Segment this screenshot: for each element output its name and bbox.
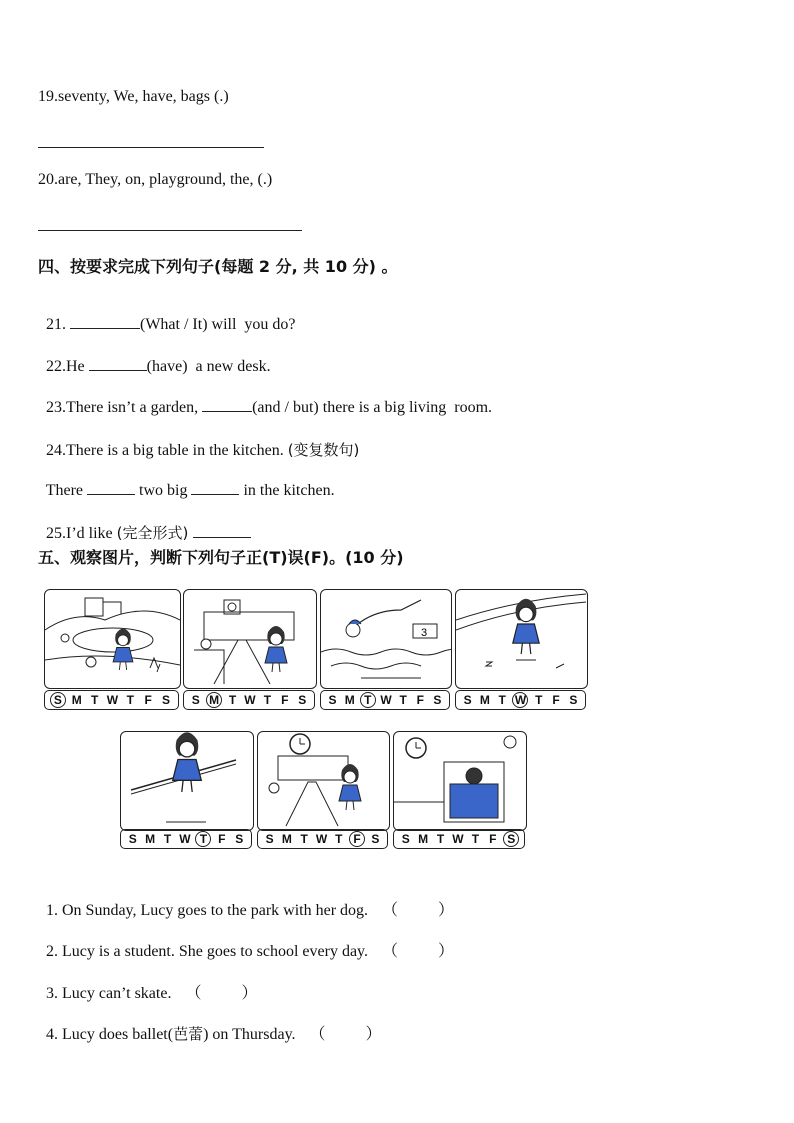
weekday-letter: M <box>418 832 429 846</box>
weekday-letter: S <box>161 693 170 707</box>
weekday-letter: W <box>244 693 256 707</box>
picture-panel-school-monday <box>183 589 317 689</box>
statement-1-text: 1. On Sunday, Lucy goes to the park with her dog. <box>46 902 369 919</box>
weekday-letter: W <box>315 832 328 846</box>
question-24-text: 24.There is a big table in the kitchen. <box>46 442 284 459</box>
question-22 <box>38 338 271 376</box>
paren-close-1: ） <box>438 902 455 919</box>
weekday-strip <box>455 690 586 710</box>
weekday-letter: S <box>265 832 274 846</box>
weekday-strip <box>393 829 525 849</box>
weekday-letter: T <box>90 693 99 707</box>
paren-close-4: ） <box>365 1026 382 1043</box>
statement-4-text-b: ) on Thursday. <box>203 1026 296 1043</box>
question-25-instruction: (完全形式) <box>116 524 194 542</box>
weekday-letter: F <box>552 693 560 707</box>
weekday-letter: M <box>71 693 82 707</box>
weekday-letter: T <box>535 693 543 707</box>
weekday-letter: T <box>399 693 407 707</box>
paren-close-3: ） <box>241 985 258 1002</box>
weekday-letter: T <box>228 693 237 707</box>
weekday-letter: W <box>179 832 191 846</box>
section-5-heading: 五、观察图片，判断下列句子正(T)误(F)。(10 分) <box>38 548 404 567</box>
question-23-prefix: 23.There isn’t a garden, <box>46 399 203 416</box>
picture-panel-ballet <box>120 731 254 831</box>
question-23 <box>38 379 492 417</box>
blank-25[interactable] <box>193 523 251 538</box>
blank-21[interactable] <box>70 314 140 329</box>
paren-open-1: （ <box>382 902 399 919</box>
weekday-letter: T <box>436 832 445 846</box>
weekday-circled: T <box>360 692 376 708</box>
blank-23[interactable] <box>202 397 252 412</box>
question-22-text: (have) a new desk. <box>146 358 271 375</box>
paren-open-2: （ <box>382 943 399 960</box>
question-24 <box>38 421 359 460</box>
weekday-letter: F <box>281 693 289 707</box>
statement-2-text: 2. Lucy is a student. She goes to school every day. <box>46 943 369 960</box>
blank-22[interactable] <box>89 356 147 371</box>
weekday-letter: F <box>218 832 226 846</box>
weekday-letter: W <box>380 693 392 707</box>
weekday-letter: T <box>163 832 172 846</box>
weekday-letter: S <box>235 832 244 846</box>
weekday-letter: T <box>263 693 272 707</box>
weekday-letter: F <box>144 693 152 707</box>
weekday-circled: W <box>512 692 528 708</box>
weekday-strip <box>257 829 388 849</box>
question-21-text: (What / It) will you do? <box>140 316 296 333</box>
picture-panel-skating <box>455 589 588 689</box>
picture-panel-park-with-dog <box>44 589 181 689</box>
blank-24a[interactable] <box>87 480 135 495</box>
weekday-letter: S <box>569 693 578 707</box>
picture-panel-sleeping <box>393 731 527 831</box>
picture-panel-swimming <box>320 589 452 689</box>
question-25-prefix: 25.I’d like <box>46 525 117 542</box>
picture-panel-school-friday <box>257 731 390 831</box>
question-20: 20.are, They, on, playground, the, (.) <box>38 171 273 188</box>
weekday-letter: S <box>191 693 200 707</box>
svg-text:3: 3 <box>421 627 428 639</box>
weekday-strip <box>120 829 252 849</box>
statement-3-text: 3. Lucy can’t skate. <box>46 985 172 1002</box>
question-22-prefix: 22.He <box>46 358 89 375</box>
weekday-letter: T <box>126 693 134 707</box>
paren-open-4: （ <box>309 1026 326 1043</box>
blank-24b[interactable] <box>191 480 239 495</box>
question-24-answer <box>38 462 335 500</box>
statement-4-chinese: 芭蕾 <box>173 1025 204 1043</box>
weekday-letter: F <box>489 832 497 846</box>
weekday-circled: S <box>50 692 66 708</box>
question-23-text: (and / but) there is a big living room. <box>252 399 493 416</box>
question-25 <box>38 504 251 543</box>
weekday-letter: T <box>300 832 308 846</box>
weekday-letter: S <box>371 832 380 846</box>
statement-2 <box>38 920 454 961</box>
weekday-strip <box>44 690 179 710</box>
weekday-letter: M <box>281 832 292 846</box>
question-21-number: 21. <box>46 316 70 333</box>
weekday-letter: S <box>433 693 442 707</box>
question-21 <box>38 296 296 334</box>
weekday-letter: S <box>328 693 337 707</box>
answer-24-part-c: in the kitchen. <box>243 482 335 499</box>
statement-1 <box>38 879 454 920</box>
weekday-letter: S <box>298 693 307 707</box>
statement-4 <box>38 1003 382 1044</box>
question-24-instruction: (变复数句) <box>287 441 360 459</box>
weekday-circled: F <box>349 831 365 847</box>
question-19: 19.seventy, We, have, bags (.) <box>38 88 229 105</box>
weekday-strip <box>320 690 450 710</box>
answer-24-part-a: There <box>45 482 88 499</box>
weekday-strip <box>183 690 315 710</box>
weekday-letter: M <box>145 832 156 846</box>
answer-24-part-b: two big <box>139 482 192 499</box>
answer-line-20[interactable] <box>38 230 302 231</box>
weekday-letter: S <box>463 693 472 707</box>
weekday-letter: T <box>335 832 343 846</box>
paren-close-2: ） <box>438 943 455 960</box>
weekday-letter: T <box>471 832 480 846</box>
weekday-letter: T <box>498 693 506 707</box>
weekday-letter: M <box>344 693 355 707</box>
statement-4-text-a: 4. Lucy does ballet( <box>46 1026 174 1043</box>
weekday-letter: M <box>479 693 490 707</box>
weekday-letter: W <box>106 693 119 707</box>
weekday-circled: T <box>195 831 211 847</box>
answer-line-19[interactable] <box>38 147 264 148</box>
weekday-letter: S <box>128 832 137 846</box>
weekday-letter: W <box>452 832 464 846</box>
weekday-circled: M <box>206 692 222 708</box>
weekday-circled: S <box>503 831 519 847</box>
weekday-letter: S <box>401 832 410 846</box>
weekday-letter: F <box>416 693 424 707</box>
section-4-heading: 四、按要求完成下列句子(每题 2 分, 共 10 分) 。 <box>38 257 398 276</box>
paren-open-3: （ <box>185 985 202 1002</box>
statement-3 <box>38 962 257 1003</box>
